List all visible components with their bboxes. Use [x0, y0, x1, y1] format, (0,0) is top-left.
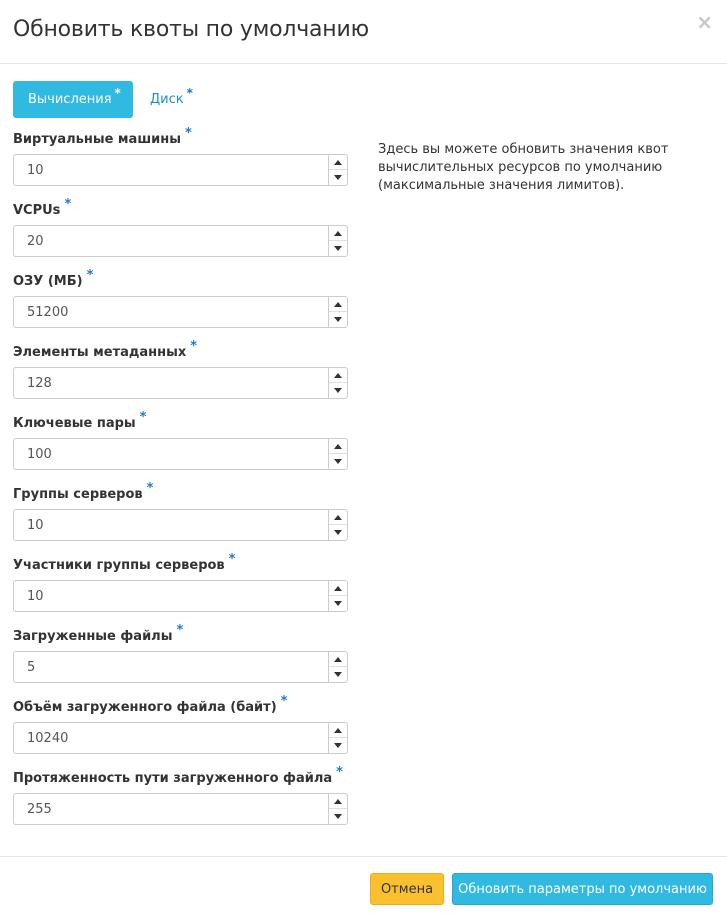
decrement-button[interactable]	[329, 738, 347, 753]
arrow-up-icon	[334, 231, 342, 236]
tab-compute-label: Вычисления	[28, 92, 112, 107]
required-mark: *	[176, 623, 184, 638]
required-mark: *	[64, 197, 72, 212]
key-pairs-input[interactable]	[13, 438, 348, 470]
required-mark: *	[280, 694, 288, 709]
close-icon[interactable]: ×	[696, 10, 713, 34]
number-spinner	[328, 155, 347, 185]
increment-button[interactable]	[329, 155, 347, 170]
decrement-button[interactable]	[329, 241, 347, 256]
increment-button[interactable]	[329, 297, 347, 312]
arrow-down-icon	[334, 246, 342, 251]
required-mark: *	[86, 268, 94, 283]
arrow-down-icon	[334, 814, 342, 819]
number-spinner	[328, 297, 347, 327]
decrement-button[interactable]	[329, 667, 347, 682]
input-value: 10	[27, 589, 44, 604]
field-label: Участники группы серверов *	[13, 552, 236, 573]
tab-disk[interactable]	[133, 81, 205, 118]
update-defaults-button[interactable]: Обновить параметры по умолчанию	[452, 873, 713, 905]
number-spinner	[328, 368, 347, 398]
input-value: 128	[27, 376, 52, 391]
number-spinner	[328, 723, 347, 753]
tab-compute[interactable]	[13, 81, 133, 118]
modal-header	[0, 0, 727, 64]
arrow-up-icon	[334, 373, 342, 378]
input-value: 255	[27, 802, 52, 817]
field-label: Объём загруженного файла (байт) *	[13, 694, 288, 715]
required-mark: *	[336, 765, 343, 780]
injected-files-input[interactable]	[13, 651, 348, 683]
decrement-button[interactable]	[329, 312, 347, 327]
field-label: Загруженные файлы *	[13, 623, 184, 644]
increment-button[interactable]	[329, 794, 347, 809]
arrow-down-icon	[334, 388, 342, 393]
help-text: Здесь вы можете обновить значения квот вычислительных ресурсов по умолчанию (максимальные значения лимитов).	[378, 142, 669, 193]
ram-input[interactable]	[13, 296, 348, 328]
input-value: 10240	[27, 731, 69, 746]
arrow-up-icon	[334, 799, 342, 804]
field-vcpus	[13, 197, 348, 249]
field-label: Ключевые пары *	[13, 410, 147, 431]
arrow-down-icon	[334, 743, 342, 748]
arrow-down-icon	[334, 672, 342, 677]
increment-button[interactable]	[329, 510, 347, 525]
field-label: Элементы метаданных *	[13, 339, 198, 360]
required-mark: *	[190, 339, 198, 354]
number-spinner	[328, 581, 347, 611]
arrow-up-icon	[334, 515, 342, 520]
decrement-button[interactable]	[329, 383, 347, 398]
injected-file-size-input[interactable]	[13, 722, 348, 754]
field-injected-file-path	[13, 765, 348, 817]
input-value: 51200	[27, 305, 69, 320]
arrow-down-icon	[334, 530, 342, 535]
arrow-up-icon	[334, 586, 342, 591]
number-spinner	[328, 794, 347, 824]
decrement-button[interactable]	[329, 454, 347, 469]
arrow-down-icon	[334, 601, 342, 606]
increment-button[interactable]	[329, 652, 347, 667]
increment-button[interactable]	[329, 226, 347, 241]
number-spinner	[328, 439, 347, 469]
input-value: 10	[27, 163, 44, 178]
field-label: Группы серверов *	[13, 481, 154, 502]
field-server-groups	[13, 481, 348, 533]
field-metadata-items	[13, 339, 348, 391]
field-ram	[13, 268, 348, 320]
vcpus-input[interactable]	[13, 225, 348, 257]
field-label: Протяженность пути загруженного файла *	[13, 765, 343, 786]
field-label: ОЗУ (МБ) *	[13, 268, 94, 289]
field-server-group-members	[13, 552, 348, 604]
required-mark: *	[139, 410, 147, 425]
server-groups-input[interactable]	[13, 509, 348, 541]
increment-button[interactable]	[329, 723, 347, 738]
input-value: 100	[27, 447, 52, 462]
field-injected-file-size	[13, 694, 348, 746]
decrement-button[interactable]	[329, 809, 347, 824]
input-value: 10	[27, 518, 44, 533]
server-group-members-input[interactable]	[13, 580, 348, 612]
input-value: 5	[27, 660, 36, 675]
number-spinner	[328, 652, 347, 682]
decrement-button[interactable]	[329, 170, 347, 185]
number-spinner	[328, 226, 347, 256]
arrow-up-icon	[334, 444, 342, 449]
modal-footer	[0, 856, 727, 916]
field-key-pairs	[13, 410, 348, 462]
arrow-down-icon	[334, 317, 342, 322]
arrow-up-icon	[334, 657, 342, 662]
instances-input[interactable]	[13, 154, 348, 186]
metadata-items-input[interactable]	[13, 367, 348, 399]
injected-file-path-input[interactable]	[13, 793, 348, 825]
decrement-button[interactable]	[329, 525, 347, 540]
increment-button[interactable]	[329, 368, 347, 383]
required-mark: *	[146, 481, 154, 496]
required-mark: *	[114, 85, 121, 100]
decrement-button[interactable]	[329, 596, 347, 611]
arrow-down-icon	[334, 459, 342, 464]
increment-button[interactable]	[329, 439, 347, 454]
increment-button[interactable]	[329, 581, 347, 596]
field-label: Виртуальные машины *	[13, 126, 192, 147]
field-label: VCPUs *	[13, 197, 72, 218]
field-instances	[13, 126, 348, 178]
number-spinner	[328, 510, 347, 540]
tab-disk-label: Диск	[150, 92, 184, 107]
arrow-up-icon	[334, 302, 342, 307]
field-injected-files	[13, 623, 348, 675]
arrow-up-icon	[334, 728, 342, 733]
tab-bar	[13, 81, 205, 118]
arrow-down-icon	[334, 175, 342, 180]
required-mark: *	[186, 85, 193, 100]
input-value: 20	[27, 234, 44, 249]
modal-title: Обновить квоты по умолчанию	[13, 17, 369, 42]
arrow-up-icon	[334, 160, 342, 165]
required-mark: *	[228, 552, 236, 567]
cancel-button[interactable]: Отмена	[370, 873, 444, 905]
required-mark: *	[184, 126, 192, 141]
